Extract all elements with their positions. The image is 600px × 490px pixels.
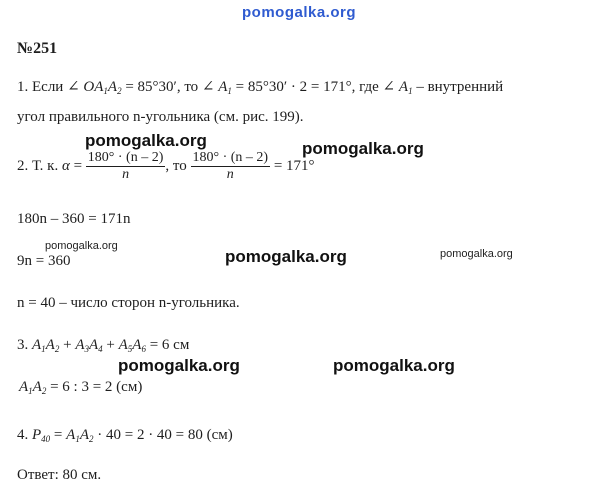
step2-to: , то: [165, 157, 187, 174]
segment-A5A6: $A_5A_6$: [118, 337, 146, 354]
fraction-1-num: 180° · (n – 2): [87, 150, 164, 165]
step2-a: 2. Т. к.: [17, 157, 62, 174]
equation-3: n = 40 – число сторон n-угольника.: [17, 295, 240, 311]
watermark-3: pomogalka.org: [45, 240, 118, 252]
segment-A3A4: $A_3A_4$: [75, 337, 103, 354]
watermark-top: pomogalka.org: [242, 4, 357, 21]
problem-title: №251: [17, 40, 58, 57]
equation-2: 9n = 360: [17, 253, 71, 269]
segment-A1A2-c: $A_1A_2$: [66, 427, 94, 444]
step2-eq: =: [69, 157, 86, 174]
step4-line: 4. $P_{40} = A_1A_2 \cdot 40 = 2 \cdot 40 = 80$ (см): [17, 427, 233, 444]
watermark-4: pomogalka.org: [225, 247, 347, 266]
step1-line2: угол правильного n-угольника (см. рис. 199).: [17, 109, 304, 125]
fraction-1: [86, 150, 166, 183]
step2-res: = 171°: [270, 157, 315, 174]
step4-rest: · 40 = 2 · 40 = 80 (см): [93, 427, 233, 443]
segment-A1A2-b: $A_1A_2$: [19, 379, 47, 396]
step3-label: 3.: [17, 337, 29, 353]
step3-line2: [19, 378, 142, 400]
fraction-2-den: n: [226, 167, 234, 182]
angle-A1: $A_1$: [218, 79, 232, 96]
step1-b: = 85°30′, то ∠: [121, 79, 219, 95]
angle-A1-b: $A_1$: [398, 79, 413, 96]
step1-c: = 85°30′ · 2 = 171°, где ∠: [231, 79, 399, 95]
step3-line2-text: = 6 : 3 = 2 (см): [46, 379, 143, 395]
watermark-1: pomogalka.org: [85, 131, 207, 150]
fraction-1-den: n: [122, 167, 130, 182]
watermark-5: pomogalka.org: [440, 248, 513, 260]
step3-line1: 3. $A_1A_2 + A_3A_4 + A_5A_6 = 6$ см: [17, 337, 190, 354]
watermark-7: pomogalka.org: [333, 356, 455, 375]
fraction-2: [191, 150, 271, 183]
segment-A1A2: $A_1A_2$: [32, 337, 60, 354]
step3-sum: = 6 см: [145, 337, 190, 353]
perimeter-P40: $P_{40}$: [32, 427, 51, 444]
angle-OA1A2: $OA_1A_2$: [83, 79, 122, 96]
watermark-6: pomogalka.org: [118, 356, 240, 375]
step1-line1: [17, 78, 503, 100]
step2-line: [17, 150, 315, 183]
fraction-2-num: 180° · (n – 2): [192, 150, 269, 165]
answer-text: Ответ: 80 см.: [17, 467, 102, 483]
watermark-2: pomogalka.org: [302, 139, 424, 158]
step1-a: 1. Если ∠: [17, 79, 84, 95]
equation-1: 180n – 360 = 171n: [17, 211, 131, 227]
step1-d: – внутренний: [412, 79, 504, 95]
step4-label: 4.: [17, 427, 29, 443]
alpha-symbol: α: [61, 157, 70, 174]
